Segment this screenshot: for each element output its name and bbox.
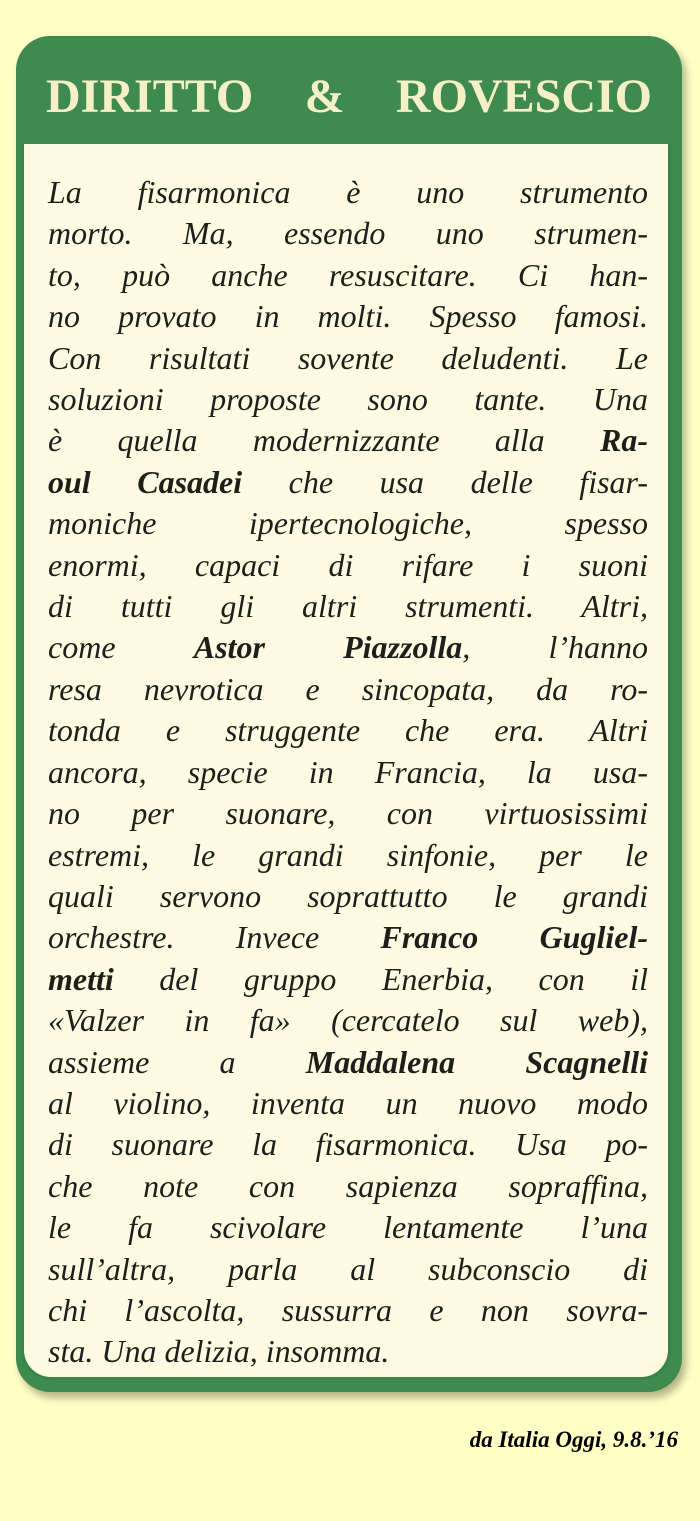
- text-segment: del gruppo Enerbia, con il: [113, 960, 648, 997]
- text-segment: di suonare la fisarmonica. Usa po-: [48, 1126, 648, 1163]
- text-line: [48, 1207, 648, 1248]
- text-line: [48, 876, 648, 917]
- text-line: [48, 462, 648, 503]
- text-segment: , l’hanno: [462, 629, 649, 666]
- text-line: [48, 172, 648, 213]
- text-line: [48, 420, 648, 461]
- text-segment: La fisarmonica è uno strumento: [48, 174, 648, 210]
- text-line: [48, 835, 648, 876]
- column-body-panel: [21, 144, 671, 1380]
- text-segment: come: [48, 629, 194, 666]
- text-line: [48, 255, 648, 296]
- text-line: [48, 669, 648, 710]
- text-segment: Con risultati sovente deludenti. Le: [48, 339, 648, 376]
- text-segment: sta. Una delizia, insomma.: [48, 1333, 390, 1370]
- text-segment: le fa scivolare lentamente l’una: [48, 1209, 648, 1246]
- source-credit: da Italia Oggi, 9.8.’16: [469, 1427, 678, 1452]
- text-segment: che note con sapienza sopraffina,: [48, 1167, 648, 1204]
- text-segment: moniche ipertecnologiche, spesso: [48, 505, 648, 542]
- text-segment: to, può anche resuscitare. Ci han-: [48, 256, 648, 293]
- text-line: [48, 1166, 648, 1207]
- bold-name: Franco Gugliel-: [380, 919, 649, 956]
- text-segment: morto. Ma, essendo uno strumen-: [48, 215, 648, 252]
- text-line: [48, 1124, 648, 1165]
- text-segment: al violino, inventa un nuovo modo: [48, 1084, 648, 1121]
- column-title: DIRITTO & ROVESCIO: [46, 70, 652, 123]
- text-line: [48, 1249, 648, 1290]
- text-segment: quali servono soprattutto le grandi: [48, 877, 648, 914]
- bold-name: Ra-: [600, 422, 648, 459]
- text-segment: ancora, specie in Francia, la usa-: [48, 753, 648, 790]
- column-box: [16, 36, 682, 1392]
- bold-name: Maddalena Scagnelli: [305, 1043, 649, 1080]
- text-line: [48, 1000, 648, 1041]
- text-line: [48, 338, 648, 379]
- text-segment: estremi, le grandi sinfonie, per le: [48, 836, 648, 873]
- text-line: [48, 503, 648, 544]
- text-line: [48, 213, 648, 254]
- text-line: [48, 545, 648, 586]
- text-segment: di tutti gli altri strumenti. Altri,: [48, 588, 648, 625]
- bold-name: oul Casadei: [48, 463, 243, 500]
- text-segment: soluzioni proposte sono tante. Una: [48, 381, 648, 418]
- text-segment: resa nevrotica e sincopata, da ro-: [48, 670, 648, 707]
- text-line: [48, 1042, 648, 1083]
- text-line: [48, 793, 648, 834]
- text-line: [48, 627, 648, 668]
- text-line: [48, 917, 648, 958]
- text-segment: «Valzer in fa» (cercatelo sul web),: [48, 1002, 648, 1039]
- text-segment: orchestre. Invece: [48, 919, 381, 956]
- text-line: [48, 586, 648, 627]
- text-segment: che usa delle fisar-: [242, 463, 649, 500]
- text-line: [48, 959, 648, 1000]
- text-segment: no provato in molti. Spesso famosi.: [48, 298, 648, 335]
- text-segment: chi l’ascolta, sussurra e non sovra-: [48, 1291, 648, 1328]
- article-text: [48, 172, 648, 1373]
- bold-name: Astor Piazzolla: [193, 629, 463, 666]
- text-segment: no per suonare, con virtuosissimi: [48, 795, 648, 832]
- text-line: [48, 1290, 648, 1331]
- text-line: [48, 379, 648, 420]
- text-line: [48, 1331, 648, 1372]
- text-line: [48, 296, 648, 337]
- bold-name: metti: [48, 960, 114, 997]
- text-segment: tonda e struggente che era. Altri: [48, 712, 648, 749]
- text-line: [48, 710, 648, 751]
- text-line: [48, 1083, 648, 1124]
- text-segment: sull’altra, parla al subconscio di: [48, 1250, 648, 1287]
- text-line: [48, 752, 648, 793]
- text-segment: assieme a: [48, 1043, 306, 1080]
- text-segment: è quella modernizzante alla: [48, 422, 600, 459]
- text-segment: enormi, capaci di rifare i suoni: [48, 546, 648, 583]
